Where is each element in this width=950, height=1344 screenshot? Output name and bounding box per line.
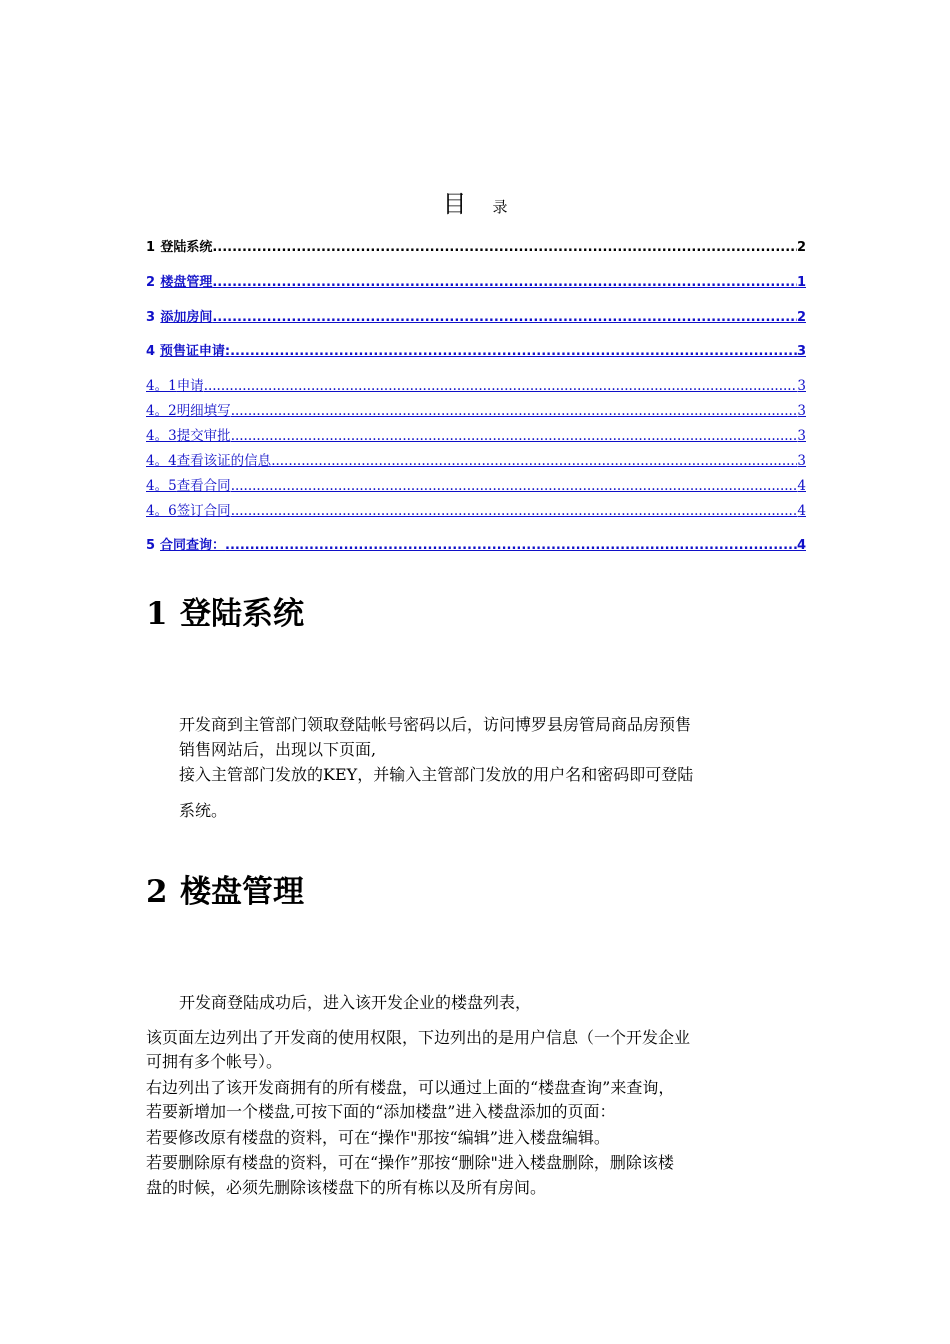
section-number: 2 [146,874,168,910]
section-title: 登陆系统 [180,596,304,632]
toc-entry-page: 4 [797,478,806,494]
toc-entry-label: 查看该证的信息 [176,453,272,469]
toc-entry-label: 预售证申请: [159,344,231,359]
toc-entry-label: 签订合同 [176,503,231,519]
toc-entry-page: 3 [797,403,806,419]
toc-entry-page: 2 [796,240,806,255]
toc-entry-page: 4 [797,503,806,519]
toc-entry-number: 3 [146,310,156,325]
toc-entry-number: 2 [146,275,156,290]
toc-entry-label: 添加房间 [160,310,213,325]
toc-entry-label: 查看合同 [176,478,231,494]
toc-entry-number: 4。1 [146,378,177,394]
toc-entry-4-6[interactable] [146,499,806,519]
toc-title-tail: 录 [492,198,508,216]
toc-title-main: 目 [442,190,467,218]
toc-entry-number: 4。5 [146,478,177,494]
paragraph-line: 若要新增加一个楼盘,可按下面的“添加楼盘”进入楼盘添加的页面： [146,1102,616,1121]
paragraph-line: 该页面左边列出了开发商的使用权限，下边列出的是用户信息（一个开发企业 [146,1028,691,1047]
toc-entry-2[interactable] [146,271,806,291]
paragraph-line: 开发商到主管部门领取登陆帐号密码以后，访问博罗县房管局商品房预售 [179,715,692,734]
toc-title [0,184,950,219]
paragraph-line: 若要删除原有楼盘的资料，可在“操作”那按“删除"进入楼盘删除，删除该楼 [146,1153,674,1172]
toc-entry-page: 1 [796,275,806,290]
section-number: 1 [146,596,168,632]
toc-leader-dots [231,503,798,519]
toc-leader-dots [271,453,797,469]
toc-leader-dots [212,310,797,325]
paragraph-line: 可拥有多个帐号）。 [146,1052,283,1071]
paragraph-line: 盘的时候，必须先删除该楼盘下的所有栋以及所有房间。 [146,1178,547,1197]
section-title: 楼盘管理 [180,874,304,910]
toc-leader-dots [225,538,797,553]
toc-entry-5[interactable] [146,534,806,554]
paragraph-line: 右边列出了该开发商拥有的所有楼盘，可以通过上面的“楼盘查询”来查询， [146,1078,675,1097]
toc-entry-3[interactable] [146,306,806,326]
toc-entry-label: 登陆系统 [160,240,213,255]
toc-entry-label: 明细填写 [176,403,231,419]
toc-leader-dots [204,378,798,394]
toc-entry-4-1[interactable] [146,374,806,394]
toc-entry-number: 4 [146,344,156,359]
toc-leader-dots [212,275,797,290]
toc-entry-number: 4。2 [146,403,177,419]
toc-entry-number: 4。4 [146,453,177,469]
section-1-heading [146,588,304,633]
toc-entry-4-3[interactable] [146,424,806,444]
toc-entry-page: 4 [796,538,806,553]
toc-entry-4-2[interactable] [146,399,806,419]
section-2-heading [146,866,304,911]
paragraph-line: 开发商登陆成功后，进入该开发企业的楼盘列表， [179,993,532,1012]
paragraph-line: 销售网站后，出现以下页面, [179,740,377,759]
toc-entry-page: 3 [797,378,806,394]
toc-entry-page: 3 [796,344,806,359]
toc-leader-dots [231,428,798,444]
toc-leader-dots [231,478,798,494]
toc-entry-4[interactable] [146,340,806,360]
toc-leader-dots [231,403,798,419]
toc-entry-4-5[interactable] [146,474,806,494]
toc-entry-page: 3 [797,428,806,444]
toc-entry-1[interactable] [146,236,806,256]
toc-entry-label: 合同查询： [160,538,226,553]
toc-leader-dots [230,344,797,359]
toc-entry-4-4[interactable] [146,449,806,469]
toc-entry-page: 3 [797,453,806,469]
toc-entry-page: 2 [796,310,806,325]
toc-entry-label: 楼盘管理 [160,275,213,290]
toc-entry-label: 提交审批 [176,428,231,444]
paragraph-line: 若要修改原有楼盘的资料，可在“操作"那按“编辑”进入楼盘编辑。 [146,1128,610,1147]
toc-entry-number: 4。3 [146,428,177,444]
paragraph-line: 接入主管部门发放的KEY，并输入主管部门发放的用户名和密码即可登陆 [179,765,694,784]
toc-entry-number: 4。6 [146,503,177,519]
toc-entry-number: 5 [146,538,156,553]
paragraph-line: 系统。 [179,801,228,820]
toc-entry-label: 申请 [176,378,204,394]
toc-leader-dots [212,240,797,255]
toc-entry-number: 1 [146,240,156,255]
